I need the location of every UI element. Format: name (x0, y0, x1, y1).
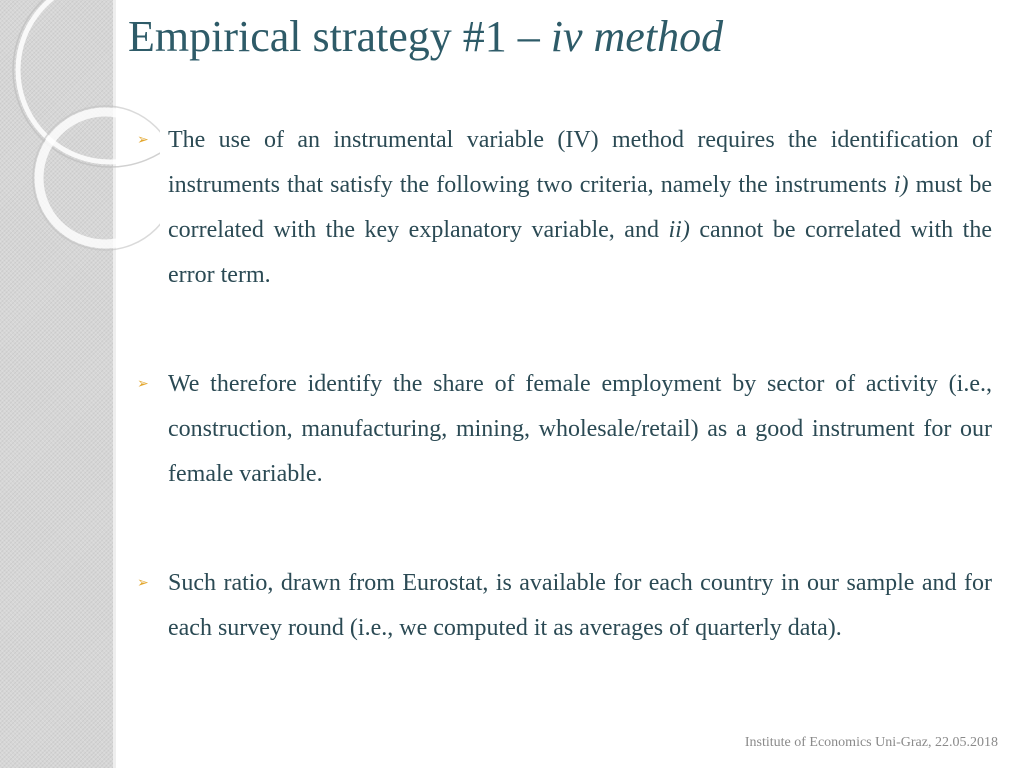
arrowhead-bullet-icon: ➢ (137, 377, 149, 392)
bullet-item-female-share (137, 362, 992, 497)
bullet-text-italic: ii) (668, 217, 690, 243)
slide-footer: Institute of Economics Uni-Graz, 22.05.2018 (744, 735, 998, 750)
arrowhead-bullet-icon: ➢ (137, 576, 149, 591)
bullet-text-part: must be correlated with the key explanatory variable, and (168, 172, 992, 243)
bullet-text: Such ratio, drawn from Eurostat, is available for each country in our sample and for each survey round (i.e., we computed it as averages of quarterly data). (168, 570, 992, 641)
arrowhead-bullet-icon: ➢ (137, 133, 149, 148)
bullet-text: We therefore identify the share of female employment by sector of activity (i.e., construction, manufacturing, mining, wholesale/retail) as a good instrument for our female variable. (168, 371, 992, 487)
bullet-item-iv-method (137, 118, 992, 298)
title-main: Empirical strategy #1 – (128, 12, 551, 61)
bullet-text (168, 118, 992, 298)
bullet-text-italic: i) (893, 172, 909, 198)
bullet-text-part: cannot be correlated with the error term. (168, 217, 992, 288)
slide-title (128, 10, 1008, 64)
bullet-text-part: The use of an instrumental variable (IV) method requires the identification of instruments that satisfy the following two criteria, namely the instruments (168, 127, 992, 198)
bullet-item-eurostat-ratio (137, 561, 992, 651)
title-italic: iv method (550, 12, 724, 61)
